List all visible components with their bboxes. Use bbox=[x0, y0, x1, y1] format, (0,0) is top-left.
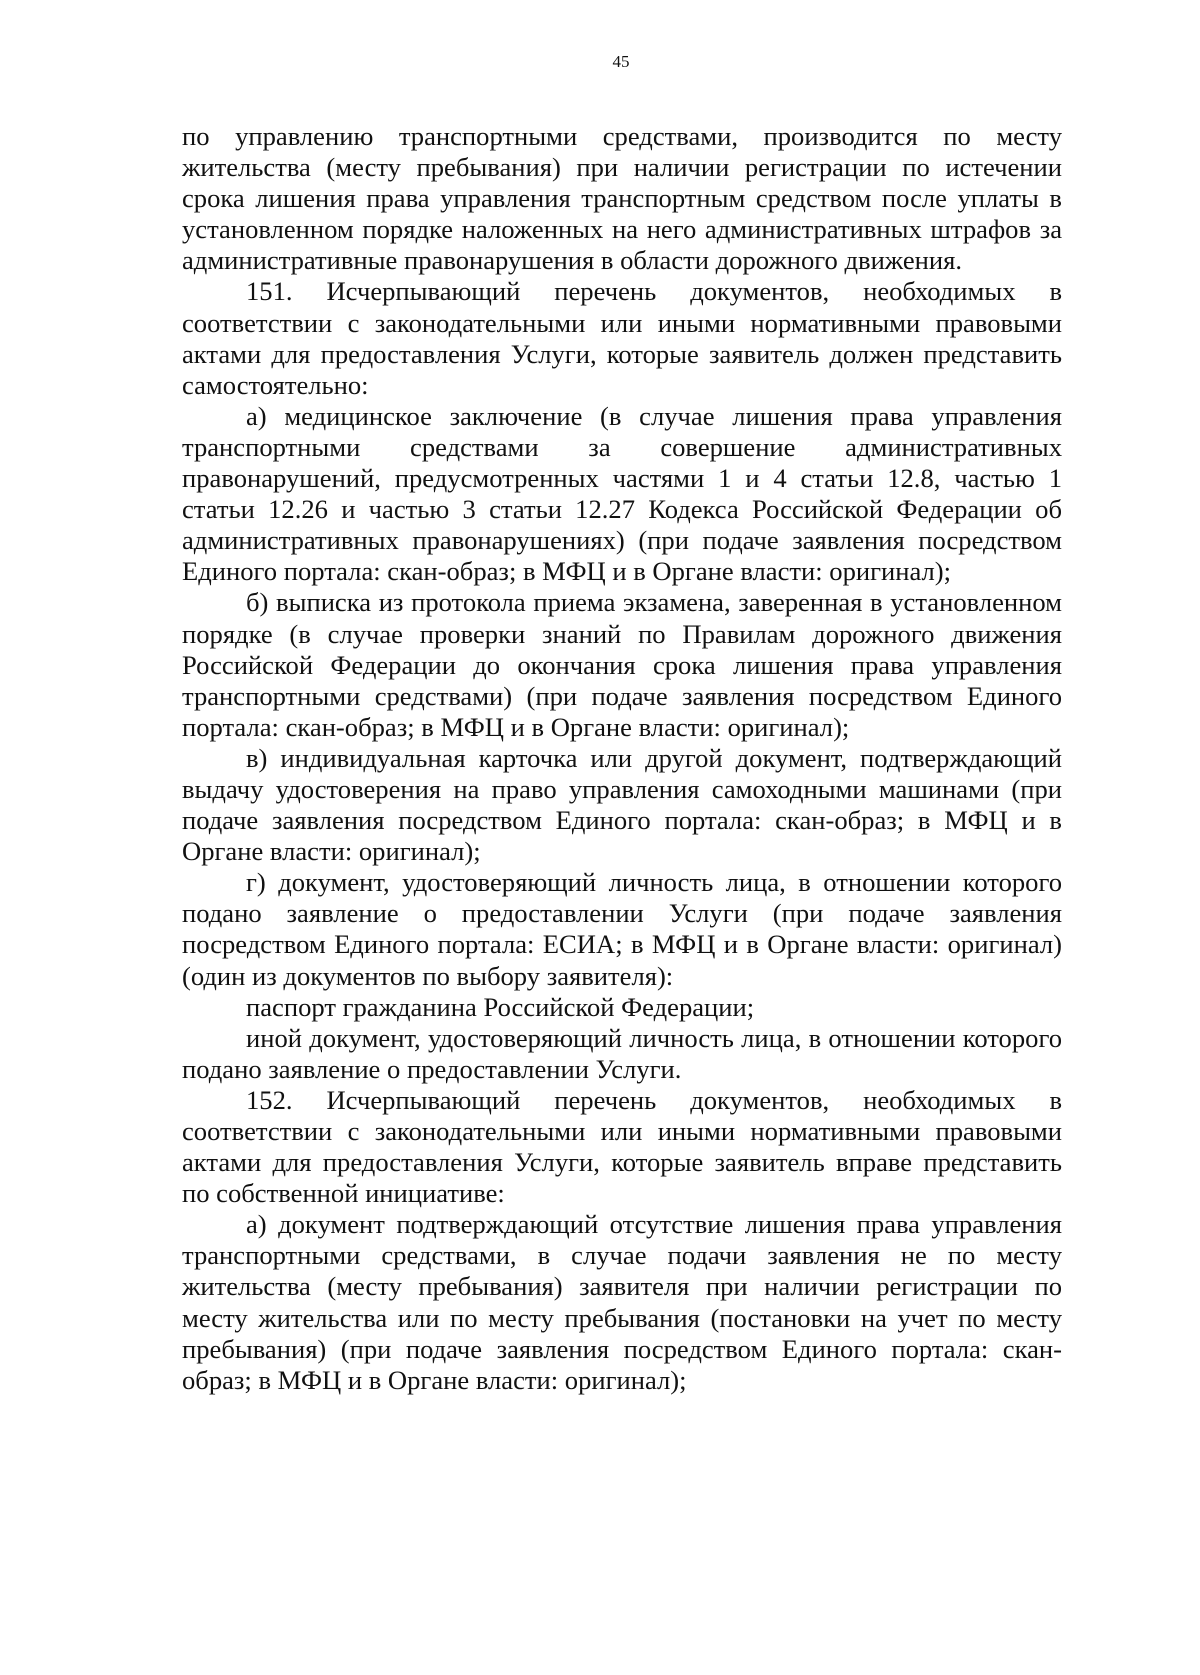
paragraph-151-item-b: б) выписка из протокола приема экзамена, заверенная в установленном порядке (в случае проверки знаний по Правилам дорожного движения Российской Федерации до окончания срока лишения права управления транспортными средствами) (при подаче заявления посредством Единого портала: скан-образ; в МФЦ и в Органе власти: оригинал); bbox=[182, 587, 1062, 742]
paragraph-other-document: иной документ, удостоверяющий личность лица, в отношении которого подано заявление о предоставлении Услуги. bbox=[182, 1022, 1062, 1084]
paragraph-151-item-g: г) документ, удостоверяющий личность лица, в отношении которого подано заявление о предоставлении Услуги (при подаче заявления посредством Единого портала: ЕСИА; в МФЦ и в Органе власти: оригинал) (один из документов по выбору заявителя): bbox=[182, 867, 1062, 991]
paragraph-passport: паспорт гражданина Российской Федерации; bbox=[246, 991, 755, 1022]
paragraph-151: 151. Исчерпывающий перечень документов, необходимых в соответствии с законодательными или иными нормативными правовыми актами для предоставления Услуги, которые заявитель должен представить самостоятельно: bbox=[182, 276, 1062, 400]
page-number: 45 bbox=[612, 52, 630, 71]
paragraph-151-item-v: в) индивидуальная карточка или другой документ, подтверждающий выдачу удостоверения на право управления самоходными машинами (при подаче заявления посредством Единого портала: скан-образ; в МФЦ и в Органе власти: оригинал); bbox=[182, 742, 1062, 867]
paragraph-152-item-a: а) документ подтверждающий отсутствие лишения права управления транспортными средствами, в случае подачи заявления не по месту жительства (месту пребывания) заявителя при наличии регистрации по месту жительства или по месту пребывания (постановки на учет по месту пребывания) (при подаче заявления посредством Единого портала: скан-образ; в МФЦ и в Органе власти: оригинал); bbox=[182, 1209, 1062, 1395]
paragraph-152: 152. Исчерпывающий перечень документов, необходимых в соответствии с законодательными или иными нормативными правовыми актами для предоставления Услуги, которые заявитель вправе представить по собственной инициативе: bbox=[182, 1084, 1062, 1209]
paragraph-151-item-a: а) медицинское заключение (в случае лишения права управления транспортными средствами за совершение административных правонарушений, предусмотренных частями 1 и 4 статьи 12.8, частью 1 статьи 12.26 и частью 3 статьи 12.27 Кодекса Российской Федерации об административных правонарушениях) (при подаче заявления посредством Единого портала: скан-образ; в МФЦ и в Органе власти: оригинал); bbox=[182, 400, 1062, 587]
paragraph-continuation: по управлению транспортными средствами, производится по месту жительства (месту пребывания) при наличии регистрации по истечении срока лишения права управления транспортным средством после уплаты в установленном порядке наложенных на него административных штрафов за административные правонарушения в области дорожного движения. bbox=[182, 121, 1062, 276]
document-body bbox=[182, 121, 1062, 1396]
